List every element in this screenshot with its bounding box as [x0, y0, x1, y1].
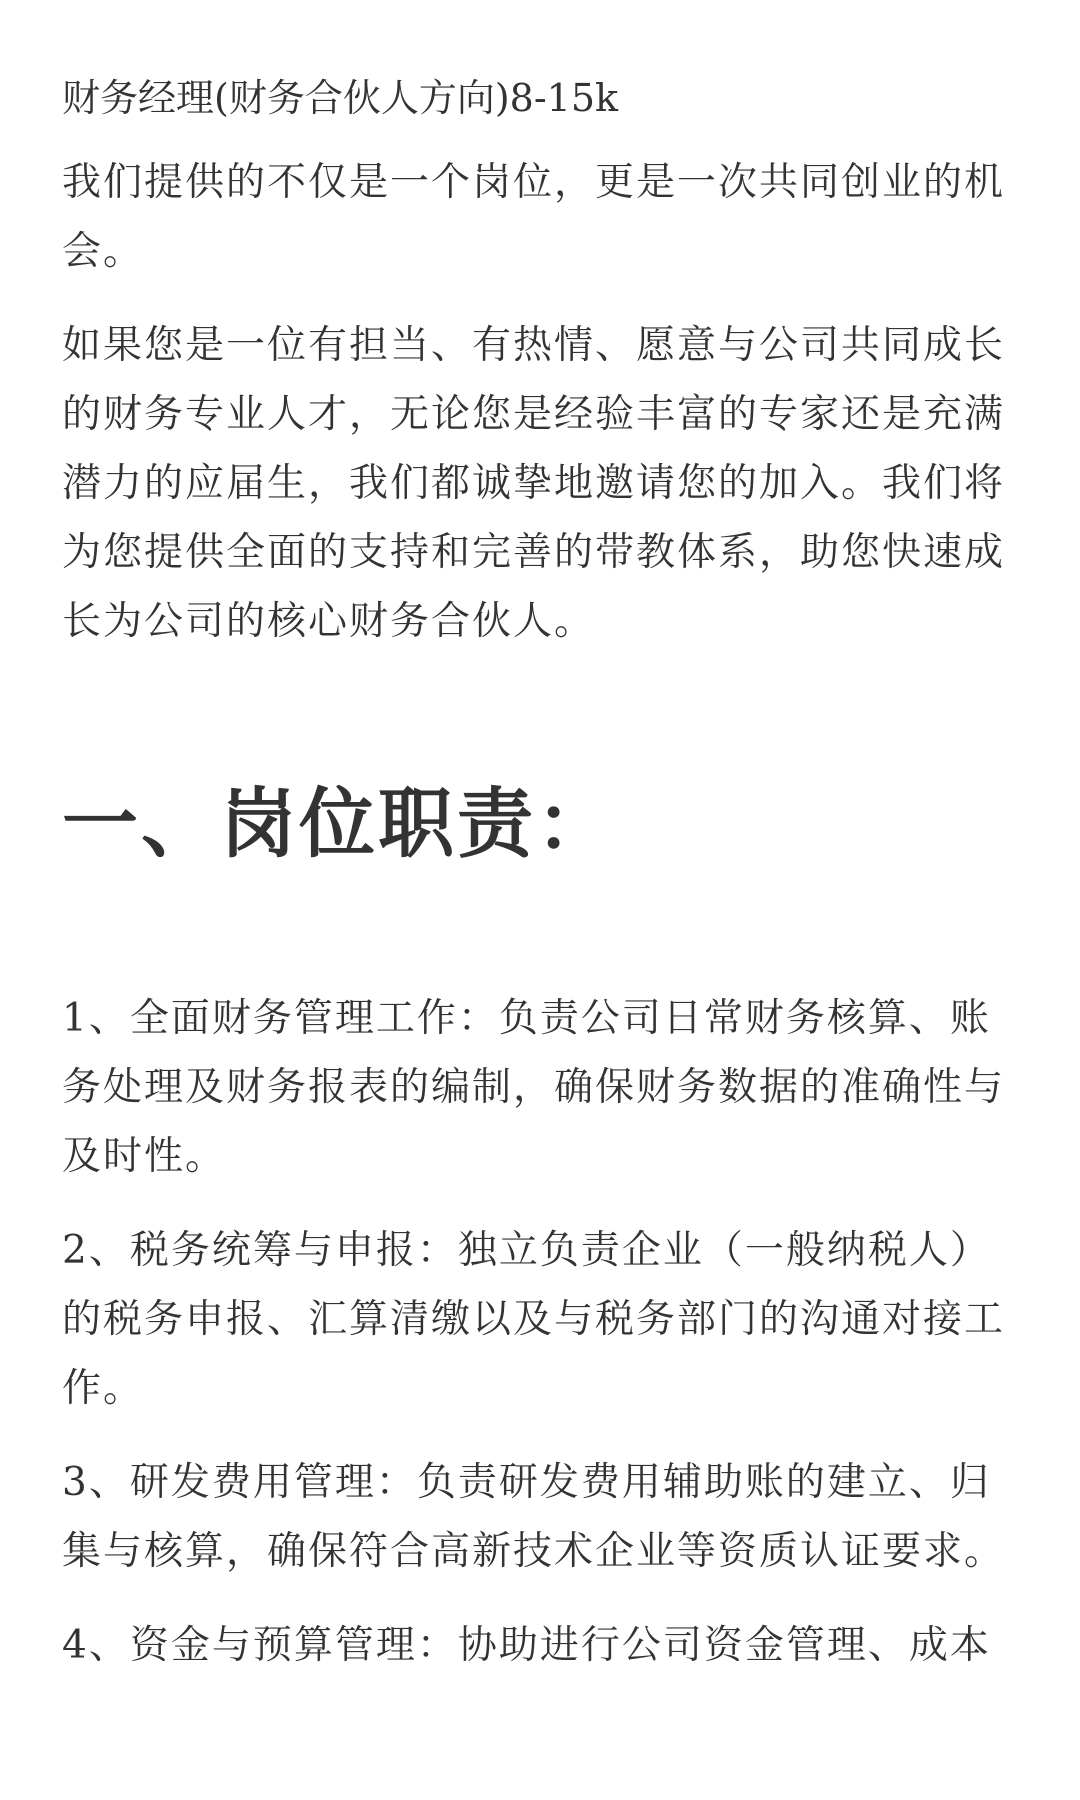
duty-list — [62, 984, 1018, 1680]
duty-item: 4、资金与预算管理：协助进行公司资金管理、成本 — [62, 1623, 991, 1668]
intro-paragraph: 我们提供的不仅是一个岗位，更是一次共同创业的机会。 — [62, 160, 1006, 274]
duty-item: 3、研发费用管理：负责研发费用辅助账的建立、归集与核算，确保符合高新技术企业等资质认证要求。 — [62, 1460, 1006, 1574]
job-title: 财务经理(财务合伙人方向)8-15k — [62, 76, 619, 120]
section-heading-duties: 一、岗位职责： — [62, 779, 615, 868]
duty-item: 2、税务统筹与申报：独立负责企业（一般纳税人）的税务申报、汇算清缴以及与税务部门的沟通对接工作。 — [62, 1228, 1006, 1411]
intro-paragraph: 如果您是一位有担当、有热情、愿意与公司共同成长的财务专业人才，无论您是经验丰富的专家还是充满潜力的应届生，我们都诚挚地邀请您的加入。我们将为您提供全面的支持和完善的带教体系，助您快速成长为公司的核心财务合伙人。 — [62, 323, 1006, 644]
duty-item: 1、全面财务管理工作：负责公司日常财务核算、账务处理及财务报表的编制，确保财务数据的准确性与及时性。 — [62, 996, 1006, 1179]
